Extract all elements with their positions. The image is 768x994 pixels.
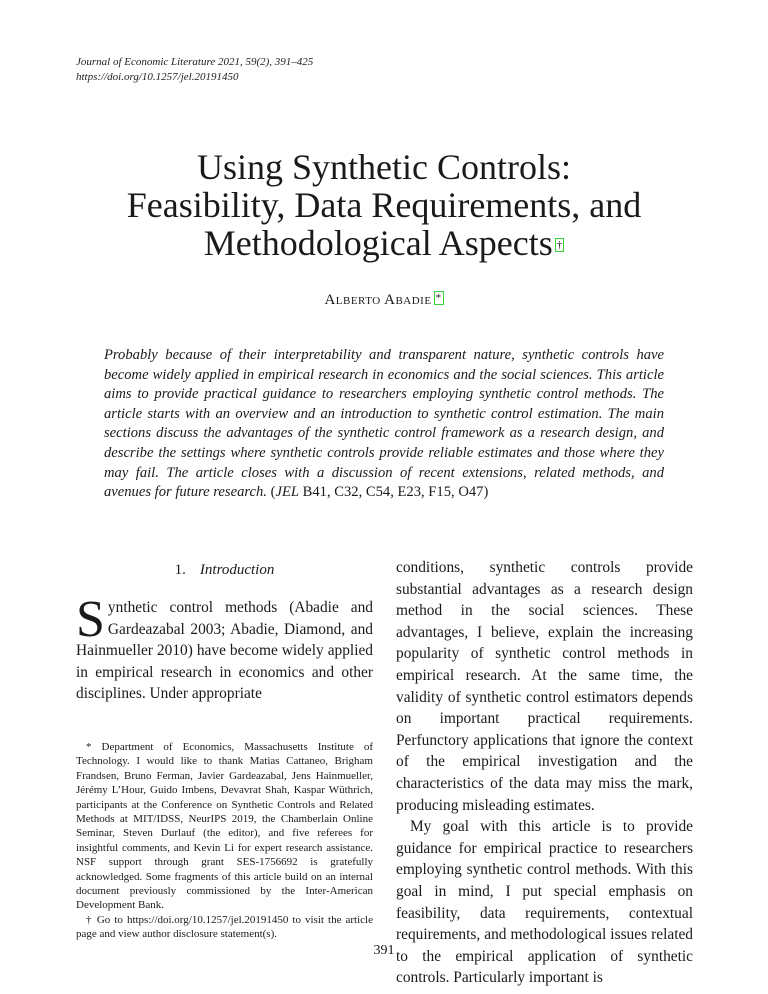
jel-codes: (JEL B41, C32, C54, E23, F15, O47) <box>270 484 489 501</box>
article-title <box>60 148 708 262</box>
right-column <box>396 557 693 989</box>
author-name: Alberto Abadie <box>324 292 432 308</box>
abstract-text: Probably because of their interpretability and transparent nature, synthetic controls have become widely applied in empirical research in economics and the social sciences. This article aims to provide practical guidance to researchers employing synthetic control methods. The article starts with an overview and an introduction to synthetic control estimation. The main sections discuss the advantages of the synthetic control framework as a research design, and describe the settings where synthetic controls provide reliable estimates and those where they may fail. The article closes with a discussion of recent extensions, related methods, and avenues for future research. <box>104 347 664 501</box>
journal-header <box>76 55 313 85</box>
right-paragraph-1: conditions, synthetic controls provide substantial advantages as a research design method in the social sciences. These advantages, I believe, explain the increasing popularity of synthetic control methods in empirical research. At the same time, the validity of synthetic control estimators depends on important practical requirements. Perfunctory applications that ignore the context of the empirical investigation and the characteristics of the data may miss the mark, producing misleading estimates. <box>396 559 693 814</box>
section-number: 1. <box>174 562 186 578</box>
title-dagger-link[interactable]: † <box>556 239 563 251</box>
section-name: Introduction <box>199 562 275 578</box>
journal-citation: Journal of Economic Literature 2021, 59(2), 391–425 <box>76 56 314 68</box>
page-number: 391 <box>373 943 395 958</box>
author-line <box>0 292 768 309</box>
intro-paragraph <box>76 591 373 705</box>
jel-code-list: B41, C32, C54, E23, F15, O47) <box>298 484 489 501</box>
footnote-dagger: † Go to https://doi.org/10.1257/jel.20191450 to visit the article page and view author disclosure statement(s). <box>76 913 373 941</box>
author-footnote-link[interactable]: * <box>435 292 442 304</box>
section-heading <box>76 562 373 579</box>
drop-cap: S <box>76 591 105 648</box>
title-line-3: Methodological Aspects <box>203 223 553 263</box>
title-line-2: Feasibility, Data Requirements, and <box>126 185 642 225</box>
title-line-1: Using Synthetic Controls: <box>196 147 571 187</box>
footnotes <box>76 740 373 942</box>
intro-text: ynthetic control methods (Abadie and Gardeazabal 2003; Abadie, Diamond, and Hainmueller 2010) have become widely applied in empirical research in economics and other disciplines. Under appropriate <box>76 599 373 702</box>
jel-label: JEL <box>275 484 299 501</box>
footnote-star: * Department of Economics, Massachusetts Institute of Technology. I would like to thank Matias Cattaneo, Brigham Frandsen, Bruno Ferman, Javier Gardeazabal, Jens Hainmueller, Jérémy L’Hour, Guido Imbens, Devavrat Shah, Kaspar Wüthrich, participants at the Conference on Synthetic Controls and Related Methods at MIT/IDSS, NeurIPS 2019, the Chamberlain Online Seminar, Steven Durlauf (the editor), and five referees for insightful comments, and Kevin Li for expert research assistance. NSF support through grant SES-1756692 is gratefully acknowledged. Some fragments of this article build on an internal document previously commissioned by the Inter-American Development Bank. <box>76 741 373 912</box>
right-paragraph-2: My goal with this article is to provide guidance for empirical practice to researchers employing synthetic control methods. With this goal in mind, I put special emphasis on feasibility, data requirements, contextual requirements, and methodological issues related to the empirical application of synthetic controls. Particularly important is <box>396 818 693 987</box>
abstract <box>104 346 664 503</box>
journal-doi[interactable]: https://doi.org/10.1257/jel.20191450 <box>76 71 239 83</box>
title-line-3-wrap <box>60 224 708 262</box>
